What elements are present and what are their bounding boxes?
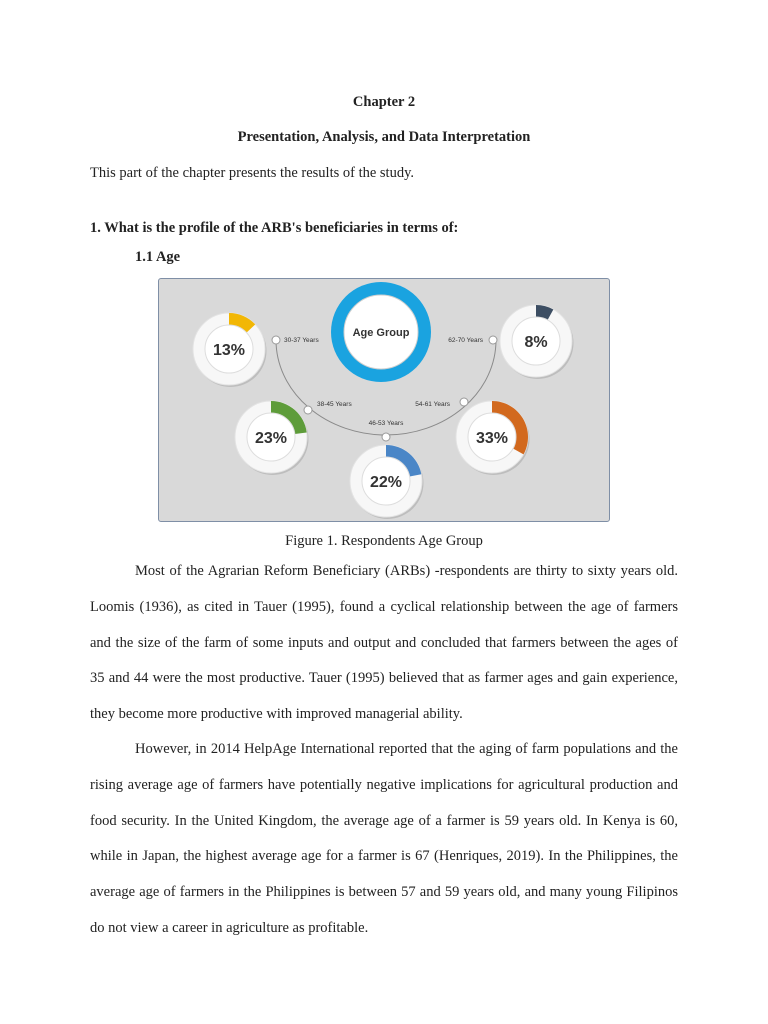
age-group-infographic (159, 279, 609, 521)
connector-dot-1 (304, 406, 312, 414)
percent-label-2: 22% (369, 474, 403, 491)
figure-caption: Figure 1. Respondents Age Group (285, 533, 483, 549)
center-label: Age Group (352, 327, 410, 339)
connector-dot-3 (460, 398, 468, 406)
paragraph-2-text: However, in 2014 HelpAge International reported that the aging of farm populations and the rising average age of farmers have potentially negative implications for agricultural production and food security. In the United Kingdom, the average age of a farmer is 59 years old. In Kenya is 60, while in Japan, the highest average age for a farmer is 67 (Henriques, 2019). In the Philippines, the average age of farmers in the Philippines is between 57 and 59 years old, and many young Filipinos do not view a career in agriculture as profitable. (90, 741, 678, 936)
age-range-label-3: 54-61 Years (415, 401, 450, 408)
age-group-figure (158, 278, 610, 522)
age-range-label-4: 62-70 Years (448, 337, 483, 344)
chapter-title: Presentation, Analysis, and Data Interpretation (237, 129, 531, 145)
connector-dot-0 (272, 336, 280, 344)
percent-label-1: 23% (254, 430, 288, 447)
percent-label-0: 13% (212, 342, 246, 359)
age-range-label-2: 46-53 Years (368, 420, 404, 427)
chapter-heading: Chapter 2 (352, 94, 416, 110)
age-range-label-1: 38-45 Years (317, 401, 352, 408)
paragraph-1 (90, 554, 678, 733)
question-heading: 1. What is the profile of the ARB's beneficiaries in terms of: (90, 220, 459, 236)
intro-text: This part of the chapter presents the results of the study. (90, 165, 415, 181)
percent-label-3: 33% (475, 430, 509, 447)
connector-dot-2 (382, 433, 390, 441)
percent-label-4: 8% (524, 334, 548, 351)
subsection-heading: 1.1 Age (135, 249, 181, 265)
paragraph-1-text: Most of the Agrarian Reform Beneficiary (ARBs) -respondents are thirty to sixty years old. Loomis (1936), as cited in Tauer (1995), found a cyclical relationship between the age of farmers and the size of the farm of some inputs and output and concluded that farmers between the ages of 35 and 44 were the most productive. Tauer (1995) believed that as farmer ages and gain experience, they become more productive with improved managerial ability. (90, 563, 678, 723)
paragraph-2 (90, 732, 678, 947)
connector-dot-4 (489, 336, 497, 344)
age-range-label-0: 30-37 Years (284, 337, 319, 344)
